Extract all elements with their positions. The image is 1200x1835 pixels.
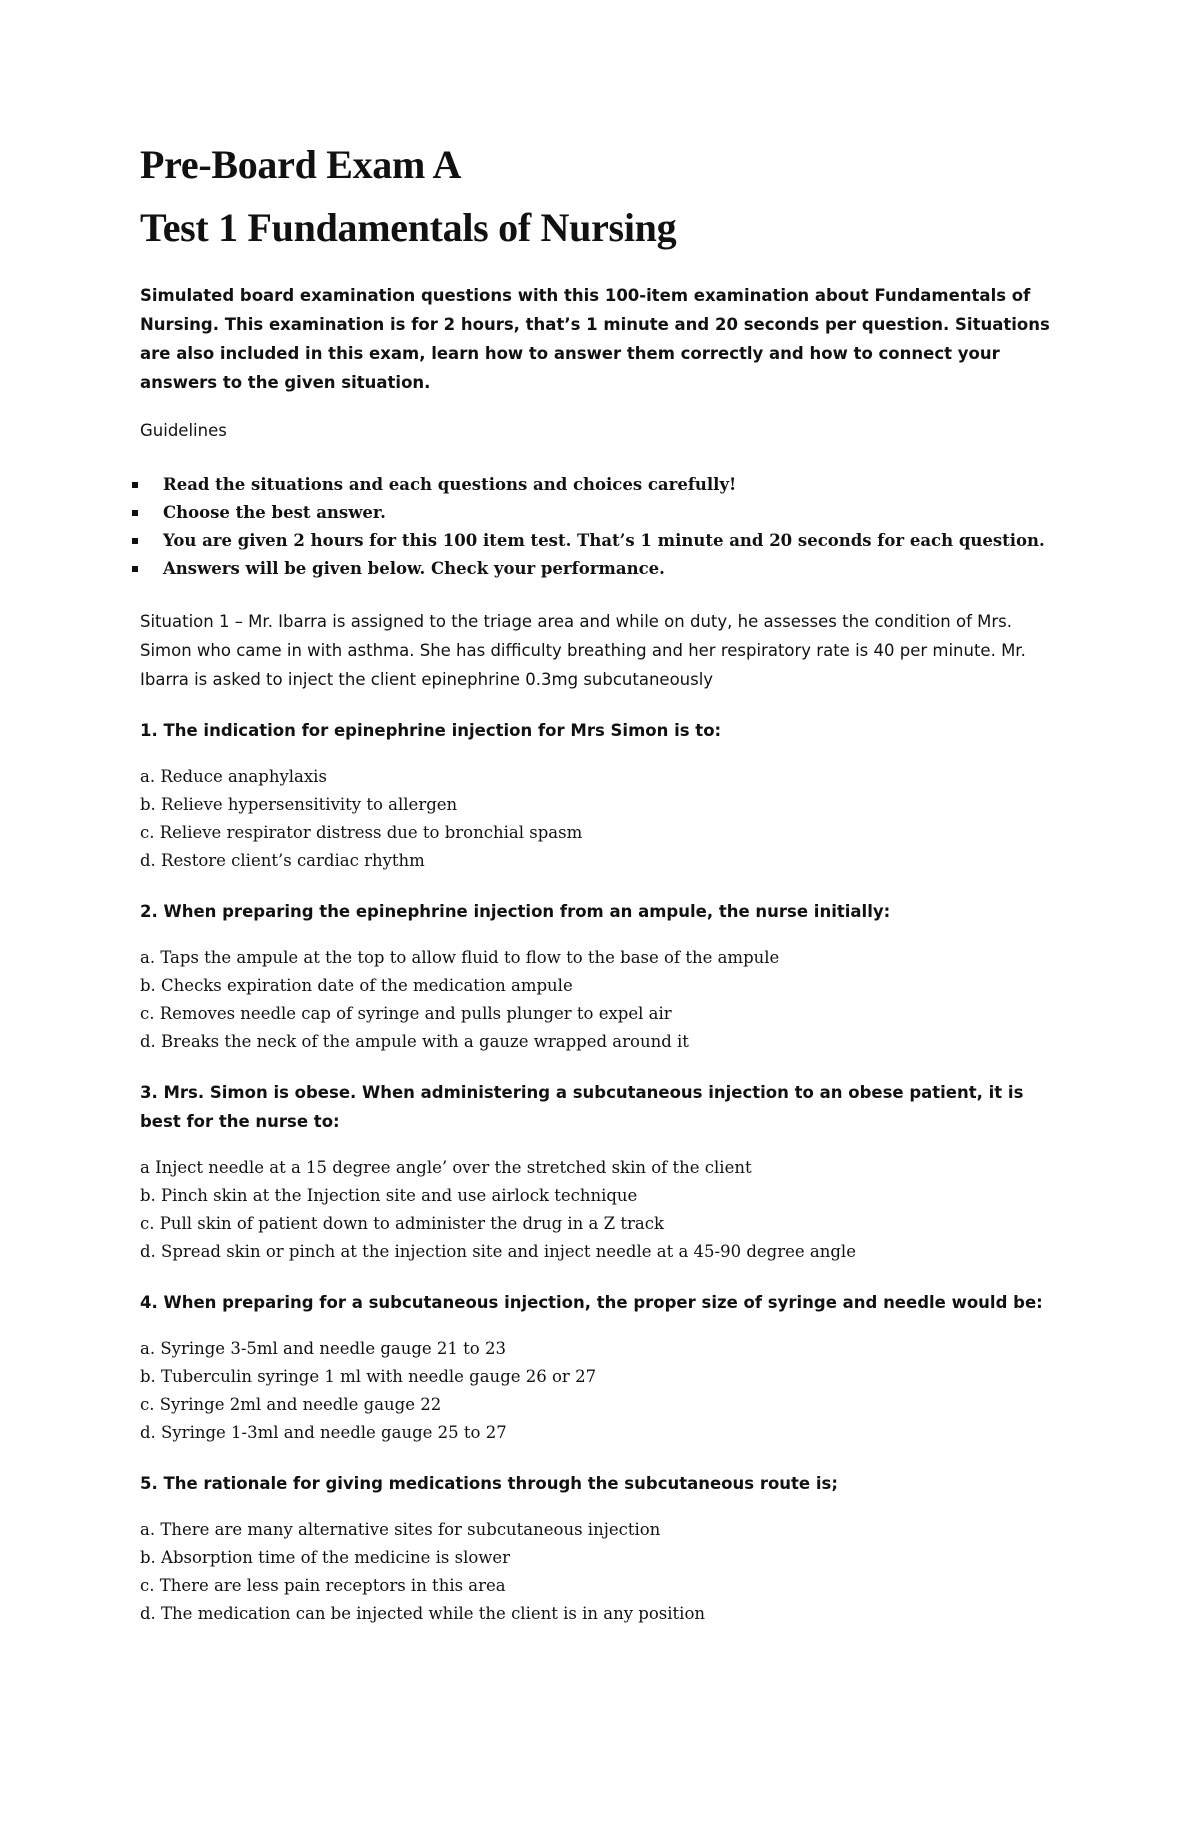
document-content	[140, 140, 1060, 1628]
choice-list	[140, 1516, 1060, 1628]
choice-item: d. Restore client’s cardiac rhythm	[140, 851, 425, 870]
square-bullet-icon	[132, 482, 138, 488]
question-text: 3. Mrs. Simon is obese. When administering a subcutaneous injection to an obese patient, it is best for the nurse to:	[140, 1083, 1024, 1131]
choice-item: c. Syringe 2ml and needle gauge 22	[140, 1395, 442, 1414]
square-bullet-icon	[132, 566, 138, 572]
guidelines-heading: Guidelines	[140, 421, 227, 440]
choice-item: c. Pull skin of patient down to administer the drug in a Z track	[140, 1214, 664, 1233]
document-title: Pre-Board Exam A	[140, 142, 462, 187]
choice-item: b. Relieve hypersensitivity to allergen	[140, 795, 458, 814]
intro-paragraph: Simulated board examination questions with this 100-item examination about Fundamentals of Nursing. This examination is for 2 hours, that’s 1 minute and 20 seconds per question. Situations are also included in this exam, learn how to answer them correctly and how to connect your answers to the given situation.	[140, 286, 1050, 392]
question-5	[140, 1469, 1060, 1628]
choice-list	[140, 1335, 1060, 1447]
square-bullet-icon	[132, 538, 138, 544]
choice-item: a. There are many alternative sites for subcutaneous injection	[140, 1520, 661, 1539]
choice-item: d. The medication can be injected while the client is in any position	[140, 1604, 706, 1623]
choice-item: c. There are less pain receptors in this area	[140, 1576, 506, 1595]
choice-item: a Inject needle at a 15 degree angle’ over the stretched skin of the client	[140, 1158, 752, 1177]
choice-item: a. Taps the ampule at the top to allow fluid to flow to the base of the ampule	[140, 948, 780, 967]
choice-item: b. Tuberculin syringe 1 ml with needle gauge 26 or 27	[140, 1367, 597, 1386]
choice-item: b. Absorption time of the medicine is slower	[140, 1548, 511, 1567]
question-text: 4. When preparing for a subcutaneous injection, the proper size of syringe and needle would be:	[140, 1293, 1043, 1312]
question-4	[140, 1288, 1060, 1447]
square-bullet-icon	[132, 510, 138, 516]
choice-item: d. Spread skin or pinch at the injection site and inject needle at a 45-90 degree angle	[140, 1242, 856, 1261]
question-text: 5. The rationale for giving medications through the subcutaneous route is;	[140, 1474, 838, 1493]
guidelines-list	[140, 471, 1060, 583]
choice-item: b. Pinch skin at the Injection site and use airlock technique	[140, 1186, 638, 1205]
guideline-item	[140, 471, 1060, 499]
guideline-text: Answers will be given below. Check your performance.	[163, 559, 665, 578]
document-subtitle: Test 1 Fundamentals of Nursing	[140, 205, 677, 250]
question-2	[140, 897, 1060, 1056]
guideline-text: Read the situations and each questions and choices carefully!	[163, 475, 737, 494]
choice-item: d. Breaks the neck of the ampule with a gauze wrapped around it	[140, 1032, 689, 1051]
choice-list	[140, 1154, 1060, 1266]
choice-item: a. Syringe 3-5ml and needle gauge 21 to 23	[140, 1339, 506, 1358]
choice-item: c. Relieve respirator distress due to bronchial spasm	[140, 823, 583, 842]
guideline-text: Choose the best answer.	[163, 503, 386, 522]
guideline-item	[140, 555, 1060, 583]
choice-item: c. Removes needle cap of syringe and pulls plunger to expel air	[140, 1004, 672, 1023]
guideline-item	[140, 499, 1060, 527]
choice-item: a. Reduce anaphylaxis	[140, 767, 327, 786]
choice-list	[140, 763, 1060, 875]
choice-list	[140, 944, 1060, 1056]
guideline-text: You are given 2 hours for this 100 item test. That’s 1 minute and 20 seconds for each question.	[163, 531, 1045, 550]
choice-item: b. Checks expiration date of the medication ampule	[140, 976, 573, 995]
situation-paragraph: Situation 1 – Mr. Ibarra is assigned to the triage area and while on duty, he assesses the condition of Mrs. Simon who came in with asthma. She has difficulty breathing and her respiratory rate is 40 per minute. Mr. Ibarra is asked to inject the client epinephrine 0.3mg subcutaneously	[140, 612, 1026, 689]
question-3	[140, 1078, 1060, 1266]
guideline-item	[140, 527, 1060, 555]
question-text: 1. The indication for epinephrine injection for Mrs Simon is to:	[140, 721, 722, 740]
question-1	[140, 716, 1060, 875]
choice-item: d. Syringe 1-3ml and needle gauge 25 to 27	[140, 1423, 507, 1442]
question-text: 2. When preparing the epinephrine injection from an ampule, the nurse initially:	[140, 902, 891, 921]
